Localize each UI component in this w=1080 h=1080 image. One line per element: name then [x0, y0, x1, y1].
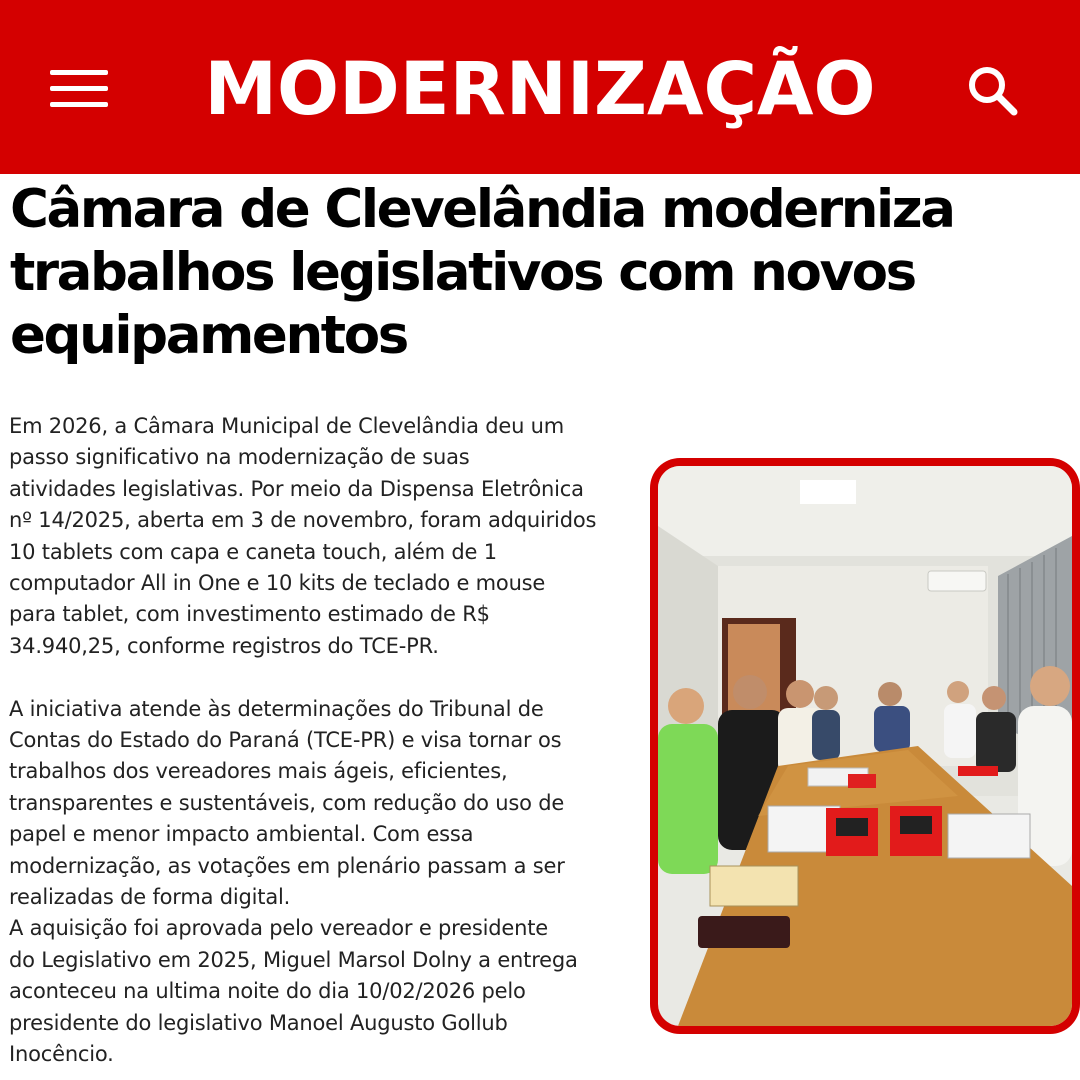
header-bar	[0, 0, 1080, 174]
photo-frame	[650, 458, 1080, 1034]
hamburger-menu-icon[interactable]	[50, 70, 108, 108]
article-paragraph-2: A iniciativa atende às determinações do Tribunal de Contas do Estado do Paraná (TCE-PR) e visa tornar os trabalhos dos vereadores mais ágeis, eficientes, transparentes e sustentáveis, com redução do uso de papel e menor impacto ambiental. Com essa modernização, as votações em plenário passam a ser realizadas de forma digital.	[9, 696, 565, 910]
article-headline: Câmara de Clevelândia moderniza trabalhos legislativos com novos equipamentos	[10, 179, 954, 366]
search-icon[interactable]	[964, 62, 1020, 118]
meeting-photo	[658, 466, 1072, 1026]
article-paragraph-1: Em 2026, a Câmara Municipal de Clevelândia deu um passo significativo na modernização de suas atividades legislativas. Por meio da Dispensa Eletrônica nº 14/2025, aberta em 3 de novembro, foram adquiridos 10 tablets com capa e caneta touch, além de 1 computador All in One e 10 kits de teclado e mouse para tablet, com investimento estimado de R$ 34.940,25, conforme registros do TCE-PR.	[9, 414, 597, 658]
article-paragraph-3: A aquisição foi aprovada pelo vereador e presidente do Legislativo em 2025, Miguel Marsol Dolny a entrega aconteceu na ultima noite do dia 10/02/2026 pelo presidente do legislativo Manoel Augusto Gollub Inocêncio.	[9, 916, 578, 1067]
section-title: MODERNIZAÇÃO	[204, 47, 876, 132]
article-body	[9, 411, 659, 1071]
